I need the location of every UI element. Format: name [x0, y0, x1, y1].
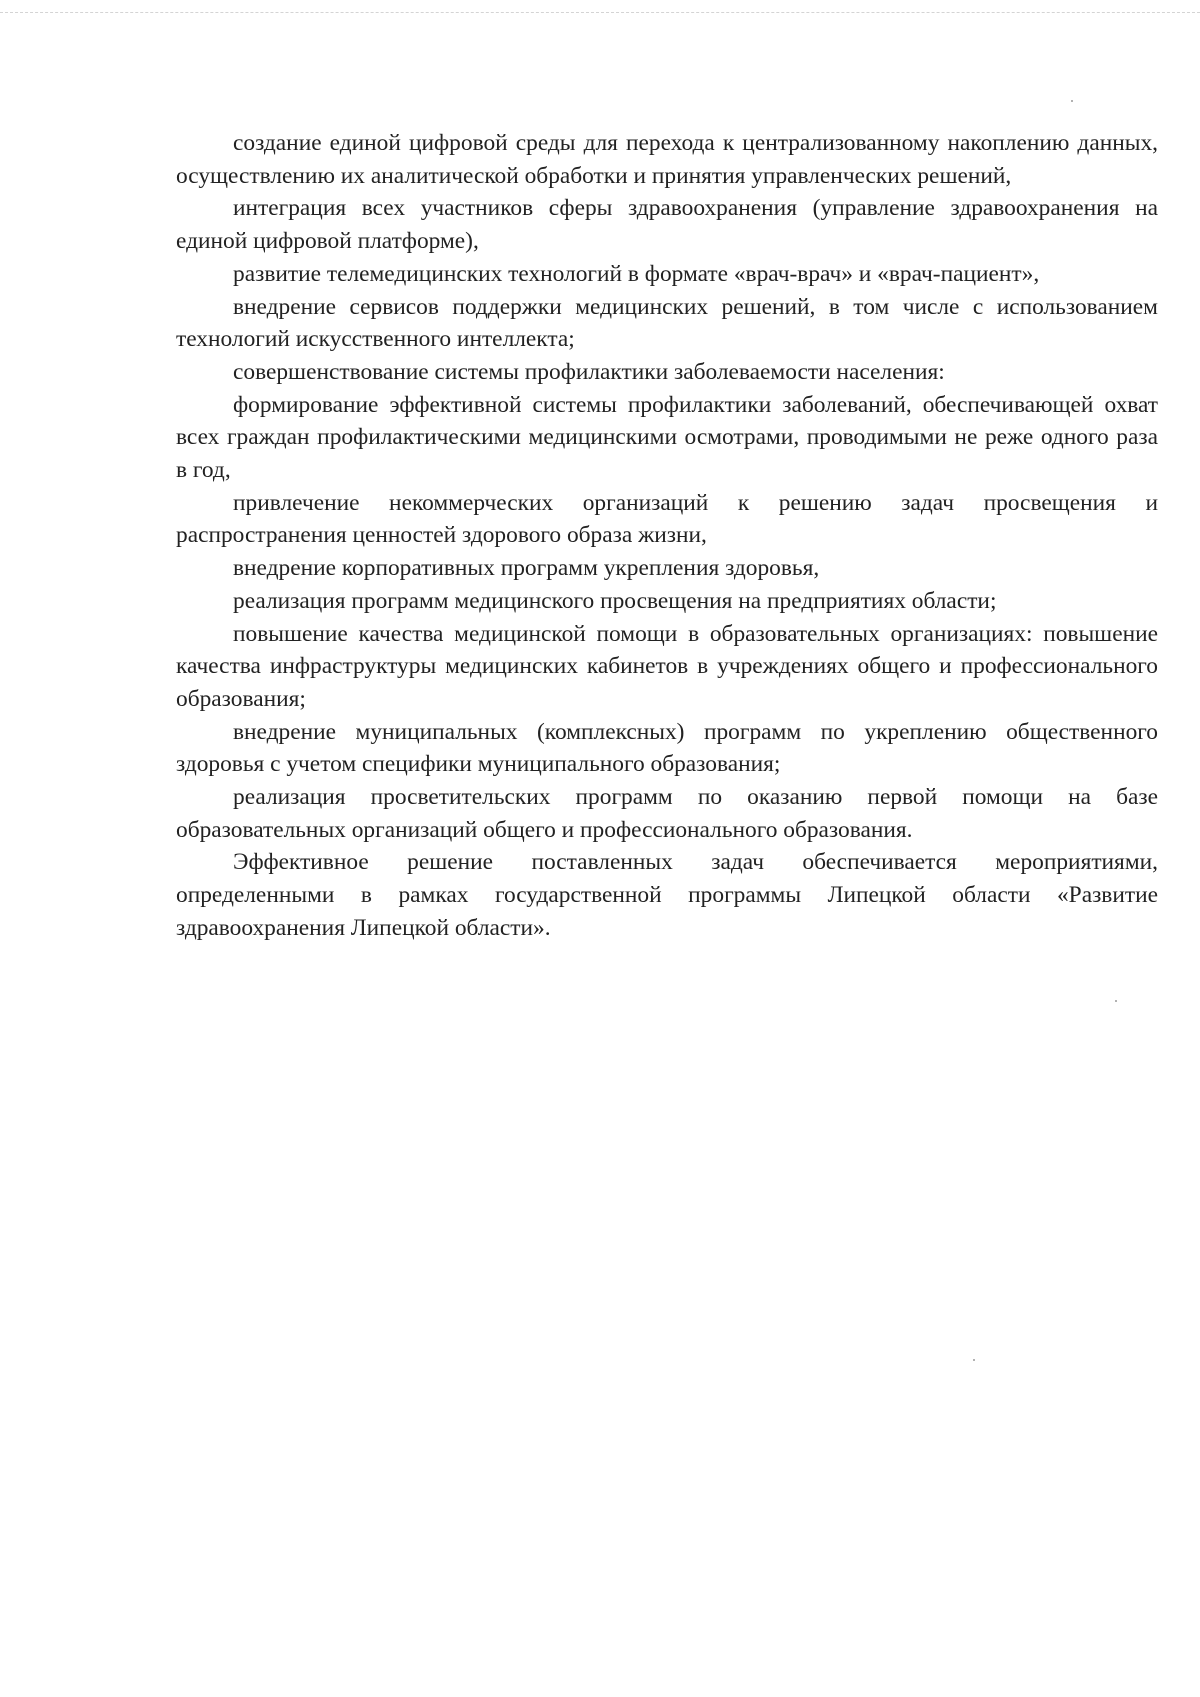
paragraph-first-aid-programs: реализация просветительских программ по оказанию первой помощи на базе образовательных организаций общего и профессионального образования. [176, 784, 1158, 843]
paragraph-nonprofit-involvement: привлечение некоммерческих организаций к решению задач просвещения и распространения ценностей здорового образа жизни, [176, 489, 1158, 549]
paragraph-school-medical-care: повышение качества медицинской помощи в образовательных организациях: повышение качества инфраструктуры медицинских кабинетов в учреждениях общего и профессионального образования; [176, 620, 1158, 712]
document-body [176, 127, 1158, 945]
paragraph-municipal-programs: внедрение муниципальных (комплексных) программ по укреплению общественного здоровья с учетом специфики муниципального образования; [176, 718, 1158, 778]
paragraph-integration: интеграция всех участников сферы здравоохранения (управление здравоохранения на единой цифровой платформе), [176, 195, 1158, 255]
paragraph-prevention-formation: формирование эффективной системы профилактики заболеваний, обеспечивающей охват всех граждан профилактическими медицинскими осмотрами, проводимыми не реже одного раза в год, [176, 391, 1158, 484]
scan-speck [1071, 100, 1073, 102]
paragraph-telemedicine: развитие телемедицинских технологий в формате «врач-врач» и «врач-пациент», [233, 260, 1040, 287]
paragraph-prevention-system: совершенствование системы профилактики заболеваемости населения: [233, 358, 945, 385]
scan-speck [1115, 1000, 1117, 1002]
paragraph-corporate-programs: внедрение корпоративных программ укрепления здоровья, [233, 555, 820, 582]
scan-speck [973, 1359, 975, 1361]
scan-edge-line [0, 12, 1200, 13]
paragraph-conclusion: Эффективное решение поставленных задач обеспечивается мероприятиями, определенными в рамках государственной программы Липецкой области «Развитие здравоохранения Липецкой области». [176, 849, 1158, 941]
paragraph-medical-education: реализация программ медицинского просвещения на предприятиях области; [233, 587, 997, 614]
paragraph-digital-environment: создание единой цифровой среды для перехода к централизованному накоплению данных, осуществлению их аналитической обработки и принятия управленческих решений, [176, 130, 1158, 189]
paragraph-decision-support: внедрение сервисов поддержки медицинских решений, в том числе с использованием технологий искусственного интеллекта; [176, 293, 1158, 353]
